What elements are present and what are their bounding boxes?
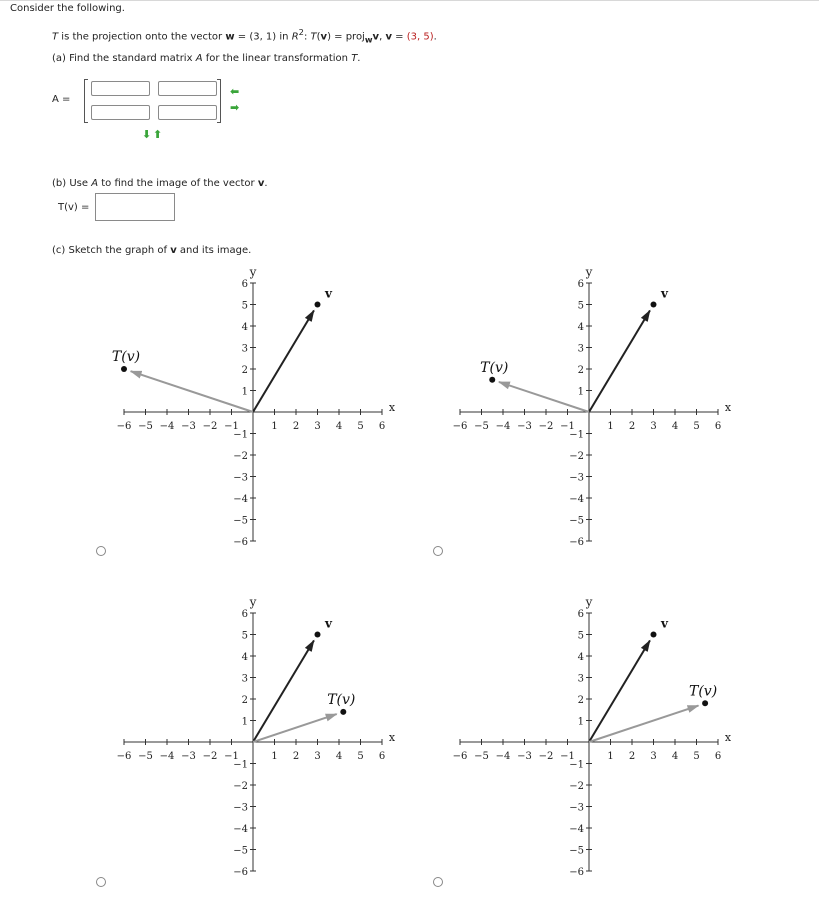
x-tick-label: 2 [292, 421, 300, 432]
x-tick-label: 3 [650, 421, 657, 432]
x-tick-label: −6 [452, 421, 468, 432]
graph-option-1 [110, 262, 410, 552]
x-tick-label: −3 [181, 421, 196, 432]
vector-v-line [253, 641, 314, 742]
top-divider [0, 0, 819, 1]
y-tick-label: 3 [577, 343, 584, 355]
x-tick-label: 5 [357, 751, 364, 762]
y-tick-label: −6 [233, 867, 248, 878]
y-tick-label: −2 [569, 451, 584, 462]
vector-endpoint-dot [489, 377, 495, 383]
x-axis-label: x [388, 401, 396, 414]
y-tick-label: −5 [233, 515, 248, 527]
y-tick-label: 2 [577, 695, 584, 706]
graph-option-2 [446, 262, 746, 552]
matrix-left-bracket [84, 79, 88, 123]
x-tick-label: −4 [159, 751, 175, 762]
answer-label: T(v) = [58, 202, 90, 213]
x-tick-label: 4 [335, 751, 343, 762]
vector-label: T(v) [689, 683, 718, 700]
option-1-radio[interactable] [96, 546, 106, 556]
part-b-prompt: (b) Use A to find the image of the vector v. [52, 178, 268, 189]
x-tick-label: −5 [138, 751, 153, 762]
x-tick-label: 1 [607, 421, 614, 432]
add-column-arrow-icon[interactable]: ➡ [230, 101, 240, 114]
option-3-radio[interactable] [96, 877, 106, 887]
y-tick-label: −4 [233, 824, 248, 835]
y-tick-label: −1 [569, 429, 584, 441]
x-tick-label: −2 [538, 421, 554, 432]
matrix-cell-a12[interactable] [158, 81, 217, 96]
y-tick-label: 4 [241, 652, 248, 663]
vector-endpoint-dot [121, 366, 127, 372]
y-tick-label: −3 [233, 472, 248, 484]
vector-tv-line [131, 371, 253, 412]
y-tick-label: −1 [569, 759, 584, 771]
y-tick-label: 4 [241, 322, 248, 333]
y-tick-label: 5 [241, 630, 248, 642]
y-tick-label: −6 [233, 537, 248, 548]
vector-label: v [325, 286, 332, 301]
x-tick-label: 6 [714, 421, 722, 432]
vector-endpoint-dot [651, 302, 657, 308]
x-tick-label: 1 [271, 751, 278, 762]
y-tick-label: 2 [241, 695, 248, 706]
image-answer-input[interactable] [95, 193, 175, 221]
x-tick-label: 1 [607, 751, 614, 762]
y-tick-label: −4 [569, 494, 584, 505]
x-tick-label: −3 [181, 751, 196, 762]
y-tick-label: 1 [577, 716, 584, 728]
y-tick-label: 6 [241, 279, 248, 290]
x-tick-label: −2 [202, 421, 218, 432]
x-tick-label: −5 [474, 751, 489, 762]
vector-v-line [589, 311, 650, 412]
remove-column-arrow-icon[interactable]: ⬅ [230, 85, 240, 98]
vector-label: T(v) [480, 359, 509, 376]
vector-label: v [325, 616, 332, 631]
y-tick-label: 6 [241, 609, 248, 620]
add-row-arrow-icon[interactable]: ⬇ [142, 128, 152, 141]
x-tick-label: 4 [335, 421, 343, 432]
vector-label: v [661, 616, 668, 631]
problem-statement: T is the projection onto the vector w = (3, 1) in $R^2$: T(v) = proj$_w$v, v = (3, 5). [52, 27, 437, 45]
x-tick-label: −1 [224, 751, 239, 762]
y-tick-label: −5 [569, 515, 584, 527]
vector-endpoint-dot [651, 632, 657, 638]
y-tick-label: −3 [233, 802, 248, 814]
y-tick-label: 3 [577, 673, 584, 685]
matrix-cell-a21[interactable] [91, 105, 150, 120]
x-tick-label: −4 [495, 421, 511, 432]
x-tick-label: 6 [714, 751, 722, 762]
x-tick-label: 5 [693, 421, 700, 432]
option-2-radio[interactable] [433, 546, 443, 556]
y-tick-label: 1 [241, 716, 248, 728]
y-tick-label: 1 [241, 386, 248, 398]
x-tick-label: 3 [314, 421, 321, 432]
y-tick-label: 2 [241, 365, 248, 376]
x-tick-label: 4 [671, 421, 679, 432]
matrix-label: A = [52, 94, 71, 105]
matrix-right-bracket [217, 79, 221, 123]
y-tick-label: 2 [577, 365, 584, 376]
y-tick-label: −5 [569, 845, 584, 857]
y-tick-label: −2 [233, 451, 248, 462]
x-tick-label: 3 [650, 751, 657, 762]
y-tick-label: −4 [569, 824, 584, 835]
matrix-cell-a22[interactable] [158, 105, 217, 120]
y-tick-label: −1 [233, 429, 248, 441]
vector-tv-line [253, 714, 337, 742]
matrix-cell-a11[interactable] [91, 81, 150, 96]
x-tick-label: −5 [138, 421, 153, 432]
vector-label: v [661, 286, 668, 301]
vector-endpoint-dot [315, 302, 321, 308]
y-axis-label: y [249, 595, 257, 609]
graph-option-3 [110, 592, 410, 882]
y-tick-label: 4 [577, 652, 584, 663]
y-tick-label: 5 [577, 630, 584, 642]
vector-v-line [253, 311, 314, 412]
y-axis-label: y [249, 265, 257, 279]
part-a-prompt: (a) Find the standard matrix A for the linear transformation T. [52, 53, 361, 64]
y-tick-label: −6 [569, 537, 584, 548]
x-tick-label: −5 [474, 421, 489, 432]
y-tick-label: 3 [241, 673, 248, 685]
x-tick-label: −3 [517, 421, 532, 432]
x-axis-label: x [724, 401, 732, 414]
vector-tv-line [499, 382, 589, 412]
x-tick-label: 2 [628, 421, 636, 432]
vector-v-line [589, 641, 650, 742]
x-axis-label: x [388, 731, 396, 744]
x-tick-label: 6 [378, 751, 386, 762]
y-tick-label: 3 [241, 343, 248, 355]
vector-endpoint-dot [702, 700, 708, 706]
y-tick-label: 4 [577, 322, 584, 333]
x-tick-label: 5 [357, 421, 364, 432]
y-tick-label: 5 [577, 300, 584, 312]
y-tick-label: 6 [577, 609, 584, 620]
x-tick-label: 1 [271, 421, 278, 432]
x-tick-label: −4 [159, 421, 175, 432]
remove-row-arrow-icon[interactable]: ⬆ [153, 128, 163, 141]
x-tick-label: 2 [292, 751, 300, 762]
y-tick-label: −4 [233, 494, 248, 505]
x-tick-label: 5 [693, 751, 700, 762]
x-tick-label: 4 [671, 751, 679, 762]
y-tick-label: 6 [577, 279, 584, 290]
x-tick-label: 3 [314, 751, 321, 762]
option-4-radio[interactable] [433, 877, 443, 887]
vector-endpoint-dot [315, 632, 321, 638]
x-tick-label: 6 [378, 421, 386, 432]
x-tick-label: −1 [560, 421, 575, 432]
y-tick-label: −3 [569, 802, 584, 814]
vector-label: T(v) [111, 349, 141, 365]
x-axis-label: x [724, 731, 732, 744]
x-tick-label: 2 [628, 751, 636, 762]
y-axis-label: y [585, 595, 593, 609]
y-tick-label: 1 [577, 386, 584, 398]
vector-label: T(v) [327, 691, 356, 708]
x-tick-label: −3 [517, 751, 532, 762]
x-tick-label: −2 [538, 751, 554, 762]
vector-endpoint-dot [340, 709, 346, 715]
y-tick-label: −2 [233, 781, 248, 792]
y-tick-label: 5 [241, 300, 248, 312]
vector-tv-line [589, 706, 698, 742]
y-tick-label: −5 [233, 845, 248, 857]
y-tick-label: −2 [569, 781, 584, 792]
x-tick-label: −1 [560, 751, 575, 762]
x-tick-label: −6 [116, 751, 132, 762]
graph-option-4 [446, 592, 746, 882]
x-tick-label: −1 [224, 421, 239, 432]
y-axis-label: y [585, 265, 593, 279]
x-tick-label: −6 [452, 751, 468, 762]
y-tick-label: −3 [569, 472, 584, 484]
part-c-prompt: (c) Sketch the graph of v and its image. [52, 245, 252, 256]
x-tick-label: −4 [495, 751, 511, 762]
y-tick-label: −1 [233, 759, 248, 771]
x-tick-label: −2 [202, 751, 218, 762]
x-tick-label: −6 [116, 421, 132, 432]
intro-text: Consider the following. [10, 3, 125, 14]
y-tick-label: −6 [569, 867, 584, 878]
